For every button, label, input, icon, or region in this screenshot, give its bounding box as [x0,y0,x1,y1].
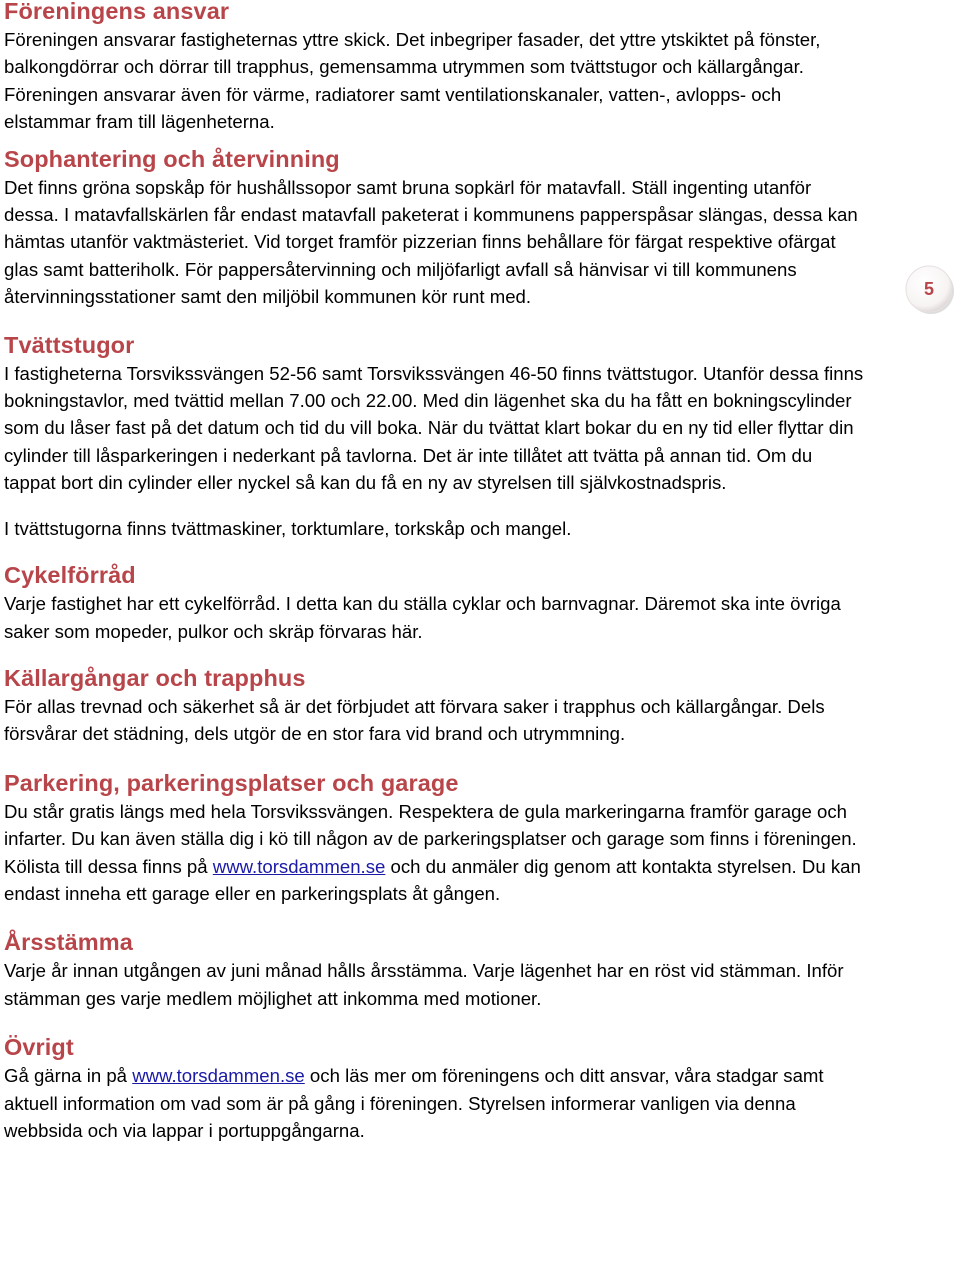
paragraph-parkering [4,798,864,908]
page-number: 5 [923,278,934,299]
heading-foreningens-ansvar: Föreningens ansvar [4,0,230,24]
torsdammen-link[interactable]: www.torsdammen.se [212,855,386,877]
section-tvattstugor [4,330,864,542]
parkering-text-before: Du står gratis längs med hela Torsvikssvängen. Respektera de gula markeringarna framför garage och infarter. Du kan även ställa dig i kö till någon av de parkeringsplatser och garage som finns i föreningen. Kölista till dessa finns på [4,800,857,877]
heading-tvattstugor: Tvättstugor [4,331,135,358]
heading-cykelforrad: Cykelförråd [4,562,136,589]
paragraph-ovrigt [4,1062,864,1144]
section-parkering [4,768,864,908]
paragraph-kallargangar: För allas trevnad och säkerhet så är det förbjudet att förvara saker i trapphus och källargångar. Dels försvårar det städning, dels utgör de en stor fara vid brand och utrymmning. [4,695,825,745]
paragraph-foreningens-ansvar: Föreningen ansvarar fastigheternas yttre skick. Det inbegriper fasader, det yttre ytskiktet på fönster, balkongdörrar och dörrar till trapphus, gemensamma utrymmen som tvättstugor och källargångar. Föreningen ansvarar även för värme, radiatorer samt ventilationskanaler, vatten-, avlopps- och elstammar fram till lägenheterna. [4,29,821,133]
section-foreningens-ansvar [4,0,864,136]
section-cykelforrad [4,560,864,645]
heading-arsstamma: Årsstämma [4,929,133,956]
document-page [4,0,864,1144]
paragraph-tvattstugor-utrustning: I tvättstugorna finns tvättmaskiner, torktumlare, torkskåp och mangel. [4,517,572,539]
heading-ovrigt: Övrigt [4,1034,74,1061]
paragraph-tvattstugor: I fastigheterna Torsvikssvängen 52-56 samt Torsvikssvängen 46-50 finns tvättstugor. Utanför dessa finns bokningstavlor, med tvättid mellan 7.00 och 22.00. Med din lägenhet ska du ha fått en bokningscylinder som du låser fast på det datum och tid du vill boka. När du tvättat klart bokar du en ny tid eller flyttar din cylinder till låsparkeringen i nederkant på tavlorna. Det är inte tillåtet att tvätta på annan tid. Om du tappat bort din cylinder eller nyckel så kan du få en ny av styrelsen till självkostnadspris. [4,362,864,494]
paragraph-cykelforrad: Varje fastighet har ett cykelförråd. I detta kan du ställa cyklar och barnvagnar. Däremot ska inte övriga saker som mopeder, pulkor och skräp förvaras här. [4,593,841,642]
section-sophantering [4,144,864,311]
heading-sophantering: Sophantering och återvinning [4,145,340,172]
section-arsstamma [4,927,864,1012]
parkering-text-after: och du anmäler dig genom att kontakta styrelsen. Du kan endast inneha ett garage eller en parkeringsplats åt gången. [4,855,861,904]
ovrigt-text-before: Gå gärna in på [4,1065,133,1087]
section-kallargangar [4,663,864,748]
heading-kallargangar: Källargångar och trapphus [4,664,306,691]
section-ovrigt [4,1032,864,1144]
paragraph-sophantering: Det finns gröna sopskåp för hushållssopor samt bruna sopkärl för matavfall. Ställ ingenting utanför dessa. I matavfallskärlen får endast matavfall paketerat i kommunens papperspåsar slängas, dessa kan hämtas utanför vaktmästeriet. Vid torget framför pizzerian finns behållare för färgat respektive ofärgat glas samt batteriholk. För pappersåtervinning och miljöfarligt avfall så hänvisar vi till kommunens återvinningsstationer samt den miljöbil kommunen kör runt med. [4,176,858,308]
paragraph-arsstamma: Varje år innan utgången av juni månad hålls årsstämma. Varje lägenhet har en röst vid stämman. Inför stämman ges varje medlem möjlighet att inkomma med motioner. [4,960,844,1009]
torsdammen-link-2[interactable]: www.torsdammen.se [132,1065,305,1087]
heading-parkering: Parkering, parkeringsplatser och garage [4,769,459,796]
ovrigt-text-after: och läs mer om föreningens och ditt ansvar, våra stadgar samt aktuell information om vad som är på gång i föreningen. Styrelsen informerar vanligen via denna webbsida och via lappar i portuppgångarna. [4,1065,824,1141]
